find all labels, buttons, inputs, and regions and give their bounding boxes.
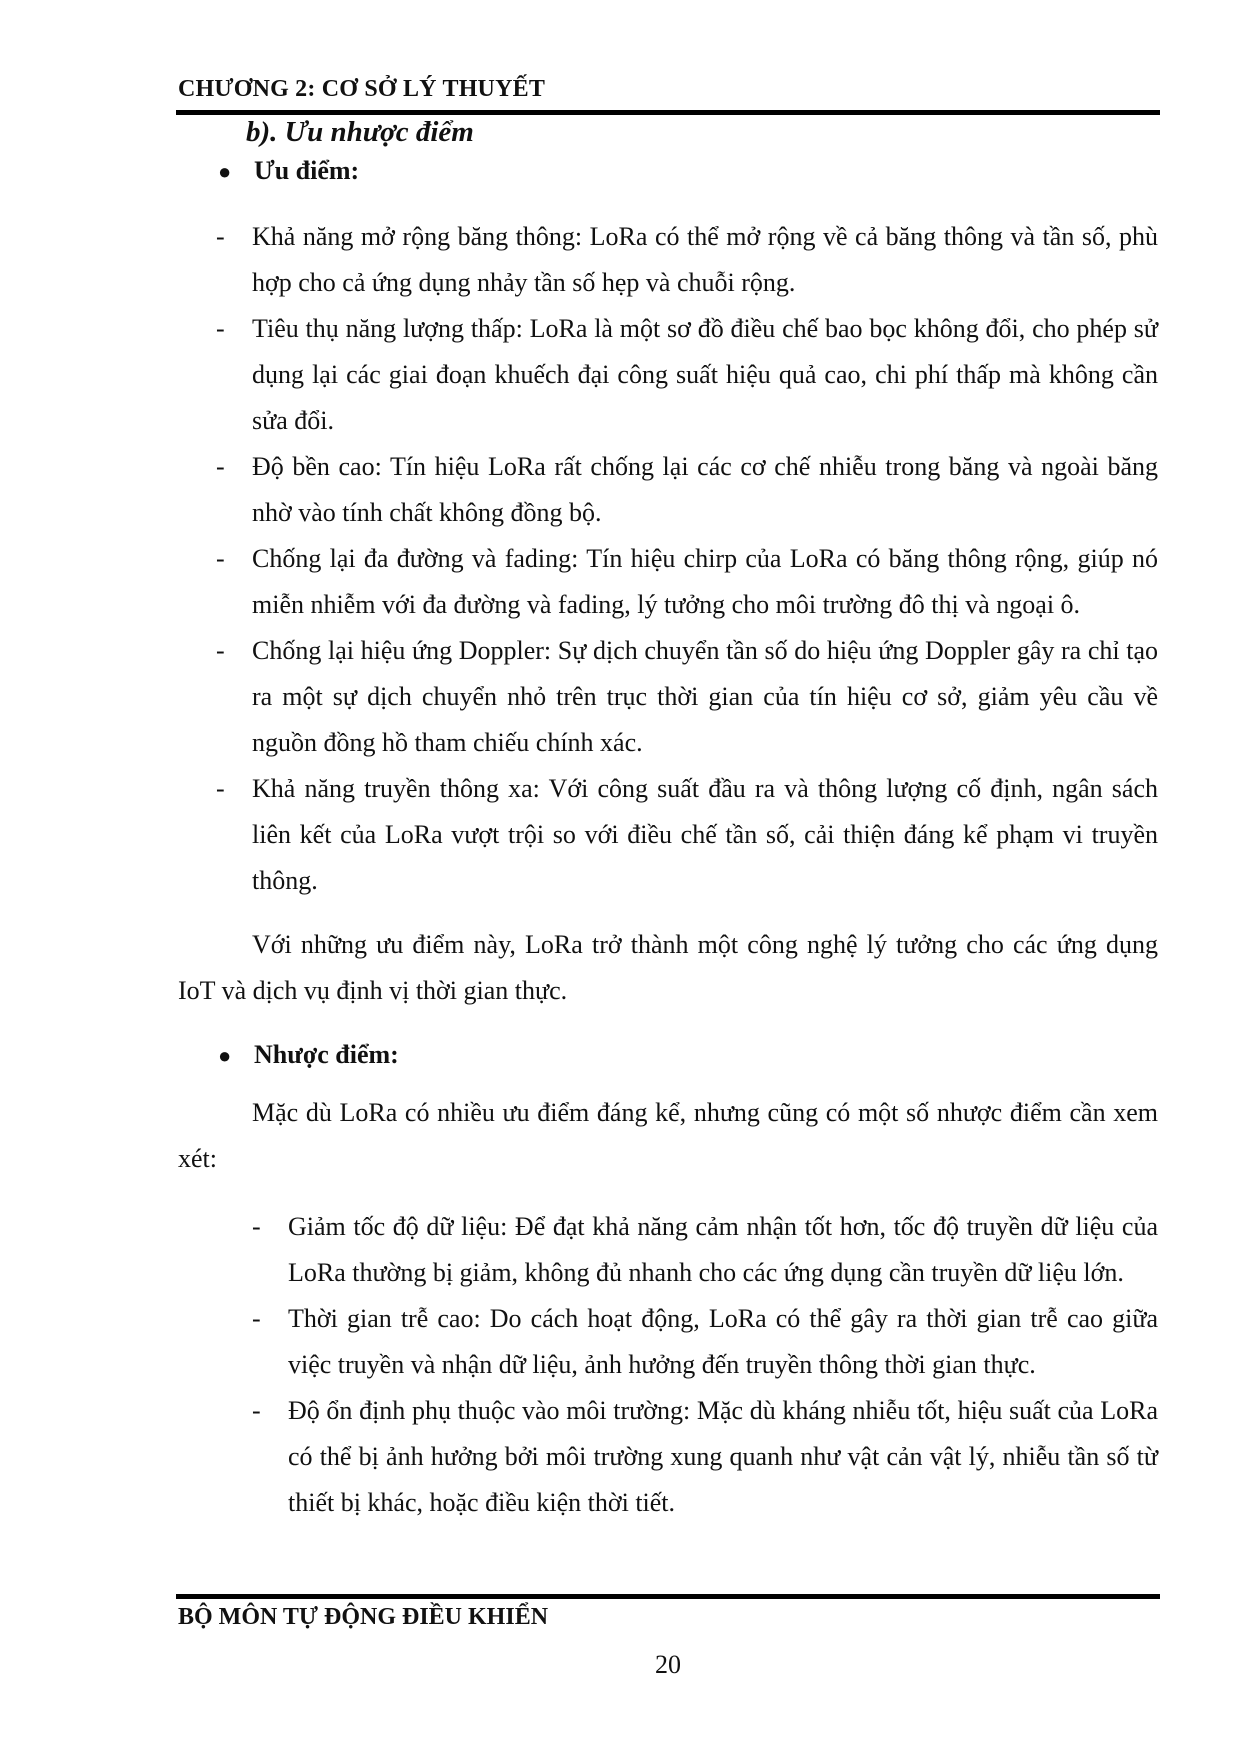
header-rule	[176, 110, 1160, 115]
disadvantages-list	[252, 1204, 1158, 1526]
dash-marker: -	[216, 774, 225, 803]
dash-marker: -	[252, 1212, 261, 1241]
bullet-dot-icon: ●	[218, 159, 232, 184]
list-item: - Chống lại đa đường và fading: Tín hiệu chirp của LoRa có băng thông rộng, giúp nó miễn nhiễm với đa đường và fading, lý tưởng cho môi trường đô thị và ngoại ô.	[252, 536, 1158, 628]
footer-rule	[176, 1594, 1160, 1599]
list-item: - Khả năng truyền thông xa: Với công suất đầu ra và thông lượng cố định, ngân sách liên kết của LoRa vượt trội so với điều chế tần số, cải thiện đáng kể phạm vi truyền thông.	[252, 766, 1158, 904]
disadvantages-heading-text: Nhược điểm:	[254, 1040, 399, 1069]
list-item: - Thời gian trễ cao: Do cách hoạt động, LoRa có thể gây ra thời gian trễ cao giữa việc truyền và nhận dữ liệu, ảnh hưởng đến truyền thông thời gian thực.	[288, 1296, 1158, 1388]
dash-marker: -	[216, 314, 225, 343]
list-item: - Giảm tốc độ dữ liệu: Để đạt khả năng cảm nhận tốt hơn, tốc độ truyền dữ liệu của LoRa thường bị giảm, không đủ nhanh cho các ứng dụng cần truyền dữ liệu lớn.	[288, 1204, 1158, 1296]
dash-marker: -	[216, 452, 225, 481]
department-footer: BỘ MÔN TỰ ĐỘNG ĐIỀU KHIỂN	[178, 1604, 549, 1630]
list-item: - Độ ổn định phụ thuộc vào môi trường: Mặc dù kháng nhiễu tốt, hiệu suất của LoRa có thể bị ảnh hưởng bởi môi trường xung quanh như vật cản vật lý, nhiễu tần số từ thiết bị khác, hoặc điều kiện thời tiết.	[288, 1388, 1158, 1526]
disadvantages-intro: Mặc dù LoRa có nhiều ưu điểm đáng kể, nhưng cũng có một số nhược điểm cần xem xét:	[178, 1098, 1158, 1173]
section-subheading: b). Ưu nhược điểm	[246, 116, 474, 148]
advantages-heading	[218, 156, 359, 186]
list-item: - Tiêu thụ năng lượng thấp: LoRa là một sơ đồ điều chế bao bọc không đổi, cho phép sử dụng lại các giai đoạn khuếch đại công suất hiệu quả cao, chi phí thấp mà không cần sửa đổi.	[252, 306, 1158, 444]
disadvantages-heading	[218, 1040, 399, 1070]
advantages-list	[216, 214, 1158, 904]
dash-marker: -	[216, 544, 225, 573]
advantages-summary: Với những ưu điểm này, LoRa trở thành một công nghệ lý tưởng cho các ứng dụng IoT và dịch vụ định vị thời gian thực.	[178, 930, 1158, 1005]
page-number: 20	[655, 1650, 681, 1679]
dash-marker: -	[252, 1396, 261, 1425]
bullet-dot-icon: ●	[218, 1043, 232, 1068]
list-item: - Khả năng mở rộng băng thông: LoRa có thể mở rộng về cả băng thông và tần số, phù hợp cho cả ứng dụng nhảy tần số hẹp và chuỗi rộng.	[252, 214, 1158, 306]
dash-marker: -	[216, 636, 225, 665]
dash-marker: -	[252, 1304, 261, 1333]
advantages-heading-text: Ưu điểm:	[254, 156, 360, 185]
chapter-header: CHƯƠNG 2: CƠ SỞ LÝ THUYẾT	[178, 76, 546, 102]
list-item: - Chống lại hiệu ứng Doppler: Sự dịch chuyển tần số do hiệu ứng Doppler gây ra chỉ tạo ra một sự dịch chuyển nhỏ trên trục thời gian của tín hiệu cơ sở, giảm yêu cầu về nguồn đồng hồ tham chiếu chính xác.	[252, 628, 1158, 766]
list-item: - Độ bền cao: Tín hiệu LoRa rất chống lại các cơ chế nhiễu trong băng và ngoài băng nhờ vào tính chất không đồng bộ.	[252, 444, 1158, 536]
dash-marker: -	[216, 222, 225, 251]
